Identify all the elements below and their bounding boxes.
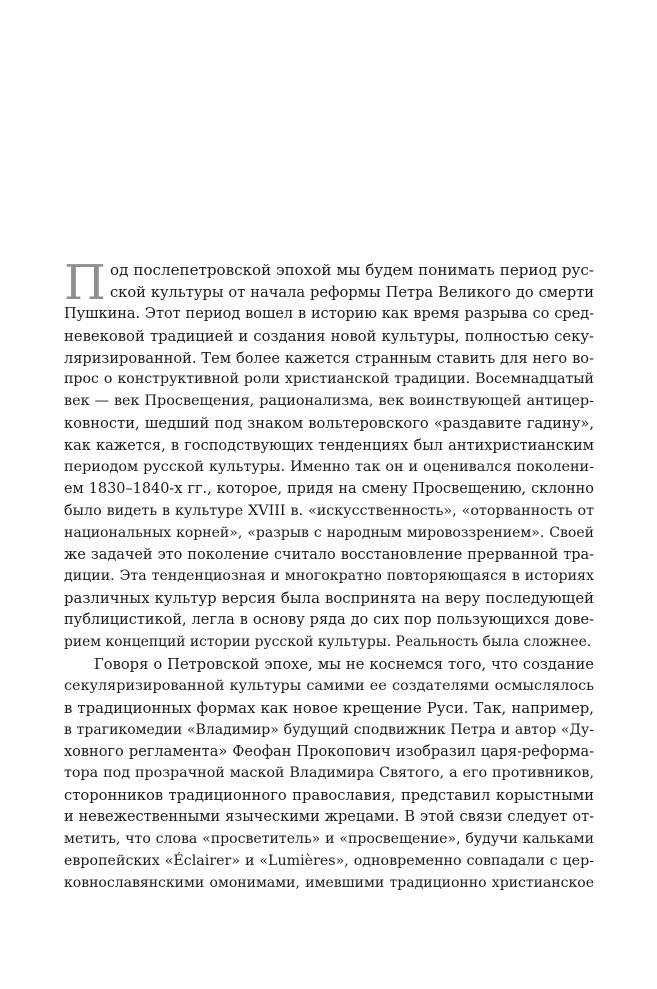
text-line: европейских «Éclairer» и «Lumières», одновременно совпадали с цер- bbox=[64, 853, 594, 870]
text-line: ляризированной. Тем более кажется странным ставить для него во- bbox=[64, 349, 594, 367]
paragraph-1 bbox=[64, 255, 594, 654]
text-line: ем 1830–1840-х гг., которое, придя на смену Просвещению, склонно bbox=[64, 480, 594, 497]
text-line: тора под прозрачной маской Владимира Святого, а его противников, bbox=[64, 765, 594, 782]
paragraph-2 bbox=[64, 654, 594, 895]
text-line: ковности, шедший под знаком вольтеровского «раздавите гадину», bbox=[64, 415, 594, 433]
text-line: и невежественными языческими жрецами. В этой связи следует от- bbox=[64, 809, 594, 826]
text-line: век — век Просвещения, рационализма, век воинствующей антицер- bbox=[64, 393, 594, 410]
text-line: в трагикомедии «Владимир» будущий сподвижник Петра и автор «Ду- bbox=[64, 721, 594, 738]
text-line: национальных корней», «разрыв с народным мировоззрением». Своей bbox=[64, 524, 594, 541]
text-line: ковнославянскими омонимами, имевшими традиционно христианское bbox=[64, 874, 594, 891]
text-line: невековой традицией и создания новой культуры, полностью секу- bbox=[64, 327, 594, 345]
text-line: Пушкина. Этот период вошел в историю как время разрыва со сред- bbox=[64, 305, 594, 322]
text-line: метить, что слова «просветитель» и «просвещение», будучи кальками bbox=[64, 831, 594, 848]
text-line: периодом русской культуры. Именно так он и оценивался поколени- bbox=[64, 459, 594, 476]
text-line: ской культуры от начала реформы Петра Великого до смерти bbox=[110, 283, 594, 301]
text-line: прос о конструктивной роли христианской традиции. Восемнадцатый bbox=[64, 371, 594, 388]
text-line: как кажется, в господствующих тенденциях был антихристианским bbox=[64, 437, 594, 455]
text-line: диции. Эта тенденциозная и многократно повторяющаяся в историях bbox=[64, 568, 594, 585]
text-line: Говоря о Петровской эпохе, мы не коснемся того, что создание bbox=[94, 656, 594, 674]
text-line: в традиционных формах как новое крещение Руси. Так, например, bbox=[64, 698, 594, 717]
text-line: секуляризированной культуры самими ее создателями осмыслялось bbox=[64, 677, 594, 694]
drop-cap: П bbox=[64, 255, 106, 311]
text-line: од послепетровской эпохой мы будем понимать период рус- bbox=[110, 261, 594, 279]
text-line: рием концепций истории русской культуры. Реальность была сложнее. bbox=[64, 634, 592, 651]
text-line: было видеть в культуре XVIII в. «искусственность», «оторванность от bbox=[64, 502, 594, 519]
text-line: же задачей это поколение считало восстановление прерванной тра- bbox=[64, 546, 594, 563]
text-line: сторонников традиционного православия, представил корыстными bbox=[64, 787, 594, 805]
text-line: ховного регламента» Феофан Прокопович изобразил царя-реформа- bbox=[64, 743, 594, 760]
text-line: различных культур версия была воспринята на веру последующей bbox=[64, 590, 594, 608]
text-line: публицистикой, легла в основу ряда до сих пор пользующихся дове- bbox=[64, 612, 594, 629]
body-text bbox=[64, 255, 594, 895]
